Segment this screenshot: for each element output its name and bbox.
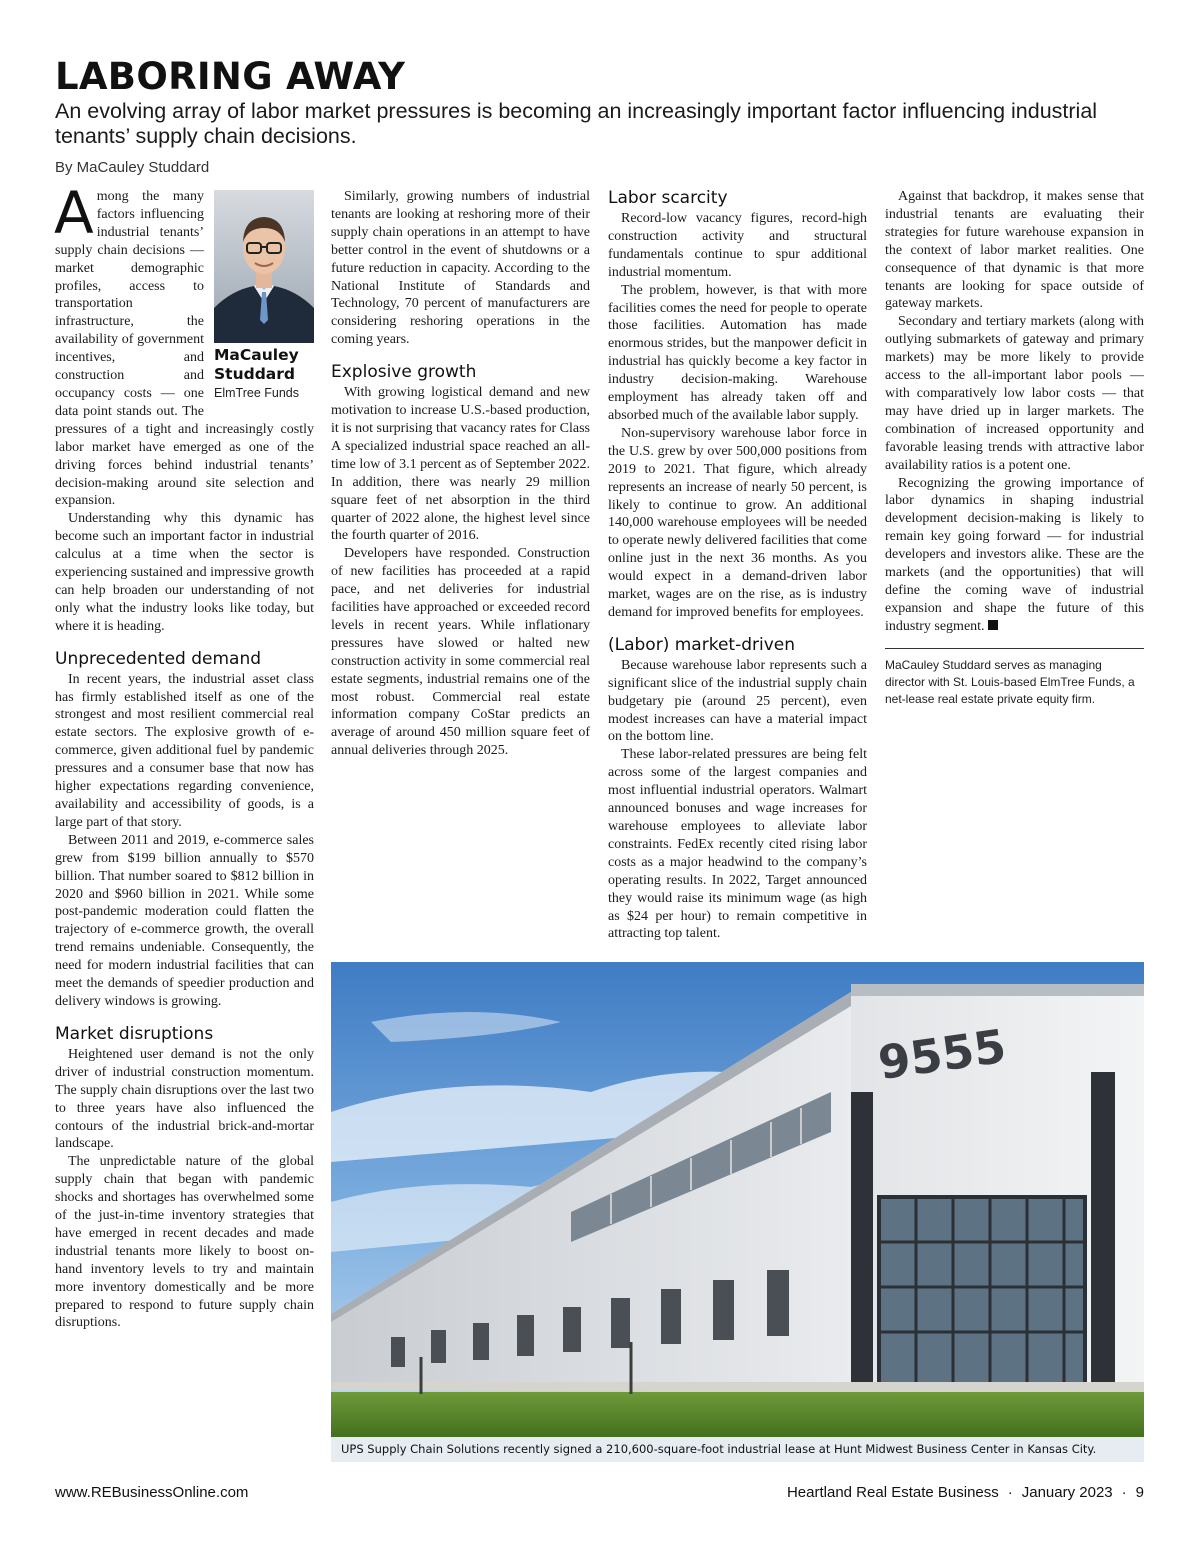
column-3 (608, 188, 867, 943)
paragraph-similarly: Similarly, growing numbers of industrial tenants are looking at reshoring more of their supply chain operations in an attempt to have better control in the event of shutdowns or a future reduction in capacity. According to the National Institute of Standards and Technology, 70 percent of manufacturers are considering reshoring operations in the coming years. (331, 189, 590, 348)
author-company: ElmTree Funds (214, 386, 299, 400)
author-bio: MaCauley Studdard serves as managing director with St. Louis-based ElmTree Funds, a net-lease real estate private equity firm. (885, 657, 1135, 706)
page-number: 9 (1135, 1484, 1144, 1501)
intro-text: mong the many factors influencing industrial tenants’ supply chain decisions — market demographic profiles, access to transportation infrastructure, the availability of government incentives, and construction and occupancy costs — one data point stands out. The pressures of a tight and increasingly costly labor market have emerged as one of the driving forces behind industrial tenants’ decision-making around site selection and expansion. (55, 189, 314, 509)
author-portrait-icon (214, 190, 314, 343)
paragraph-logistical: With growing logistical demand and new motivation to increase U.S.-based production, it is not surprising that vacancy rates for Class A specialized industrial space reached an all-time low of 3.1 percent as of September 2022. In addition, there was nearly 29 million square feet of net absorption in the third quarter of 2022 alone, the highest level since the fourth quarter of 2016. (331, 385, 590, 544)
column-1 (54, 179, 314, 1332)
column-2 (331, 188, 590, 760)
paragraph-understanding: Understanding why this dynamic has become such an important factor in industrial calculus at a time when the sector is experiencing sustained and impressive growth can help broaden our understanding of not only what the industry looks like today, but where it is heading. (55, 511, 314, 634)
recognizing-text: Recognizing the growing importance of labor dynamics in shaping industrial development decision-making is likely to remain key going forward — for industrial developers and investors alike. These are the markets (and the opportunities) that will define the coming wave of industrial expansion and shape the future of this industry segment. (885, 475, 1144, 634)
headline: LABORING AWAY (55, 55, 406, 98)
paragraph-heightened: Heightened user demand is not the only driver of industrial construction momentum. The supply chain disruptions over the last two to three years have also influenced the contours of the industrial brick-and-mortar landscape. (55, 1046, 314, 1152)
author-box (214, 190, 314, 403)
heading-explosive-growth: Explosive growth (331, 362, 477, 383)
footer-website[interactable]: www.REBusinessOnline.com (55, 1484, 249, 1501)
paragraph-problem: The problem, however, is that with more facilities comes the need for people to operate those facilities. Automation has made enormous strides, but the manpower deficit in industrial has quickly become a key factor in industry decision-making. Warehouse employment has already taken off and absorbed much of the available labor supply. (608, 282, 867, 423)
footer-separator: · (1121, 1484, 1127, 1501)
author-name: MaCauley Studdard (214, 346, 299, 383)
paragraph-between: Between 2011 and 2019, e-commerce sales grew from $199 billion annually to $570 billion. That number soared to $812 billion in 2020 and $960 billion in 2021. While some post-pandemic moderation could flatten the trajectory of e-commerce growth, the overall trend remains undeniable. Consequently, the need for modern industrial facilities that can meet the demands of speedier production and delivery windows is growing. (55, 832, 314, 1009)
paragraph-developers: Developers have responded. Construction of new facilities has proceeded at a rapid pace, and net deliveries for industrial facilities have approached or exceeded record levels in recent years. While inflationary pressures have slowed or halted new construction activity in some commercial real estate segments, industrial remains one of the most robust. Commercial real estate information company CoStar predicts an average of around 450 million square feet of annual deliveries through 2025. (331, 546, 590, 759)
paragraph-unpredictable: The unpredictable nature of the global supply chain that began with pandemic shocks and shortages has overwhelmed some of the just-in-time inventory strategies that have emerged in recent decades and made industrial tenants more likely to boost on-hand inventory levels to try and maintain more inventory domestically and be more prepared to respond to future supply chain disruptions. (55, 1154, 314, 1331)
drop-cap: A (54, 179, 94, 247)
bio-divider (885, 648, 1144, 649)
footer-publication-info (787, 1484, 1144, 1501)
photo-caption: UPS Supply Chain Solutions recently signed a 210,600-square-foot industrial lease at Hunt Midwest Business Center in Kansas City. (331, 1437, 1144, 1462)
paragraph-recognizing (885, 475, 1144, 636)
footer-issue: January 2023 (1021, 1484, 1113, 1501)
warehouse-photo (331, 962, 1144, 1437)
deck-subtitle: An evolving array of labor market pressures is becoming an increasingly important factor influencing industrial tenants’ supply chain decisions. (55, 99, 1098, 148)
paragraph-these: These labor-related pressures are being felt across some of the largest companies and most influential industrial operators. Walmart announced bonuses and wage increases for warehouse employees to alleviate labor constraints. FedEx recently cited rising labor costs as a major headwind to the company’s operating results. In 2022, Target announced they would raise its minimum wage (as high as $24 per hour) to remain competitive in attracting top talent. (608, 747, 867, 942)
heading-unprecedented-demand: Unprecedented demand (55, 648, 262, 669)
warehouse-building-image (331, 962, 1144, 1437)
footer-separator: · (1007, 1484, 1013, 1501)
heading-labor-market-driven: (Labor) market-driven (608, 634, 795, 655)
end-mark-icon (988, 620, 998, 630)
column-4 (885, 188, 1144, 708)
footer-publication: Heartland Real Estate Business (786, 1484, 999, 1501)
heading-labor-scarcity: Labor scarcity (608, 188, 728, 208)
paragraph-nonsupervisory: Non-supervisory warehouse labor force in the U.S. grew by over 500,000 positions from 2019 to 2021. That figure, which already represents an increase of nearly 50 percent, is likely to continue to grow. An additional 140,000 warehouse employees will be needed to operate newly delivered facilities that come online just in the next 36 months. As you would expect in a demand-driven labor market, wages are on the rise, as is industry demand for improved benefits for employees. (608, 425, 867, 620)
paragraph-record-low: Record-low vacancy figures, record-high construction activity and structural fundamentals continue to spur additional industrial momentum. (608, 211, 867, 280)
heading-market-disruptions: Market disruptions (55, 1023, 214, 1044)
paragraph-against: Against that backdrop, it makes sense that industrial tenants are evaluating their strategies for future warehouse expansion in the context of labor market realities. One consequence of that dynamic is that more tenants are looking for space outside of gateway markets. (885, 189, 1144, 312)
byline: By MaCauley Studdard (55, 159, 210, 176)
building-number: 9555 (874, 1018, 1010, 1091)
paragraph-secondary: Secondary and tertiary markets (along with outlying submarkets of gateway and primary markets) may be more likely to provide access to the all-important labor pools — with comparatively low labor costs — that may have dried up in larger markets. The combination of increased opportunity and favorable leasing trends with attractive labor availability ratios is a potent one. (885, 314, 1144, 473)
paragraph-recent-years: In recent years, the industrial asset class has firmly established itself as one of the strongest and most resilient commercial real estate sectors. The explosive growth of e-commerce, given additional fuel by pandemic pressures and a consumer base that now has higher expectations regarding convenience, availability and accessibility of goods, is a large part of that story. (55, 671, 314, 830)
paragraph-because: Because warehouse labor represents such a significant slice of the industrial supply chain budgetary pie (around 25 percent), even modest increases can have a material impact on the bottom line. (608, 657, 867, 745)
